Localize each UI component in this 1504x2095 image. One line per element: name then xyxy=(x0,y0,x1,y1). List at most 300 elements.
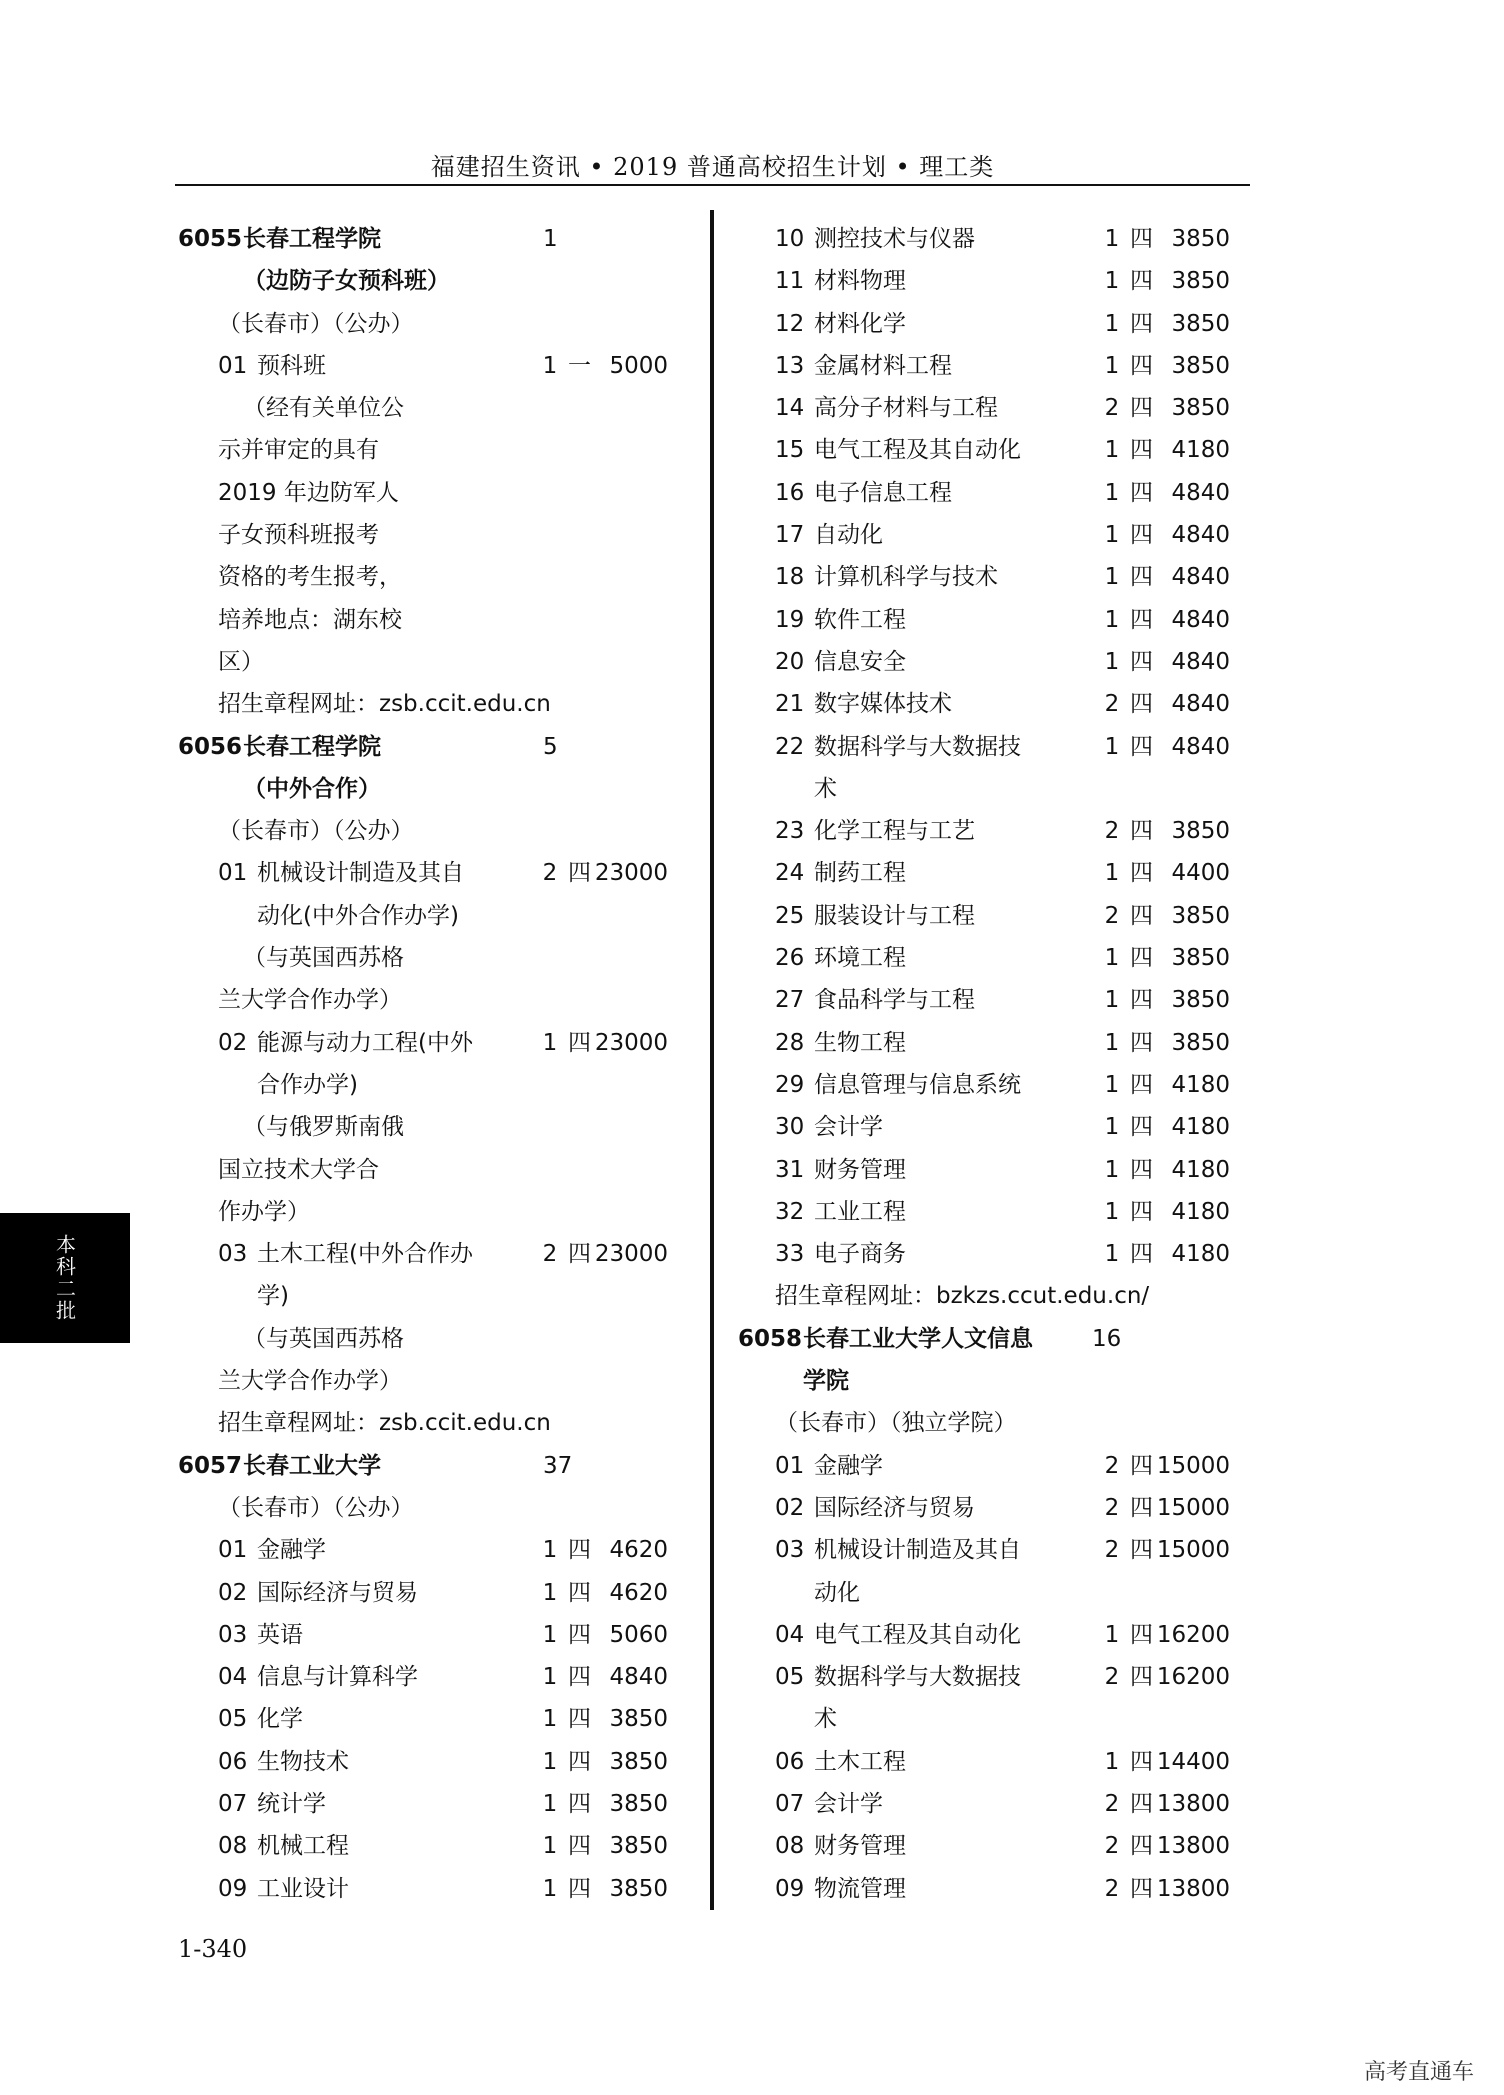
major-name: 能源与动力工程(中外 xyxy=(257,1029,473,1056)
major-name: 信息安全 xyxy=(814,648,906,675)
major-code: 19 xyxy=(775,606,805,633)
major-fee: 4840 xyxy=(1171,479,1230,506)
major-row xyxy=(735,472,1245,514)
major-years: 四 xyxy=(1130,860,1153,887)
major-count: 2 xyxy=(1104,395,1120,422)
major-code: 32 xyxy=(775,1198,805,1225)
major-row xyxy=(735,979,1245,1021)
major-count: 1 xyxy=(1104,226,1120,252)
major-name: 机械设计制造及其自 xyxy=(814,1537,1021,1564)
note-line xyxy=(178,1487,698,1529)
major-row xyxy=(735,895,1245,937)
major-count: 1 xyxy=(1104,268,1120,295)
major-years: 四 xyxy=(1130,310,1153,337)
major-code: 17 xyxy=(775,522,805,549)
major-row xyxy=(735,556,1245,598)
note-line xyxy=(735,1402,1245,1444)
school-name: 长春工程学院 xyxy=(243,226,381,252)
major-row xyxy=(735,1191,1245,1233)
note-text: （中外合作） xyxy=(243,775,381,802)
major-code: 01 xyxy=(218,352,248,379)
major-years: 四 xyxy=(1130,1114,1153,1141)
major-fee: 16200 xyxy=(1156,1621,1230,1648)
major-code: 15 xyxy=(775,437,805,464)
major-row xyxy=(735,1487,1245,1529)
major-code: 22 xyxy=(775,733,805,760)
major-fee: 23000 xyxy=(594,1029,668,1056)
major-years: 四 xyxy=(568,1833,591,1860)
major-count: 1 xyxy=(542,1029,558,1056)
major-fee: 3850 xyxy=(1171,1029,1230,1056)
major-row xyxy=(178,1783,698,1825)
major-row xyxy=(735,1064,1245,1106)
note-line xyxy=(178,641,698,683)
major-code: 33 xyxy=(775,1241,805,1268)
major-code: 01 xyxy=(218,1537,248,1564)
major-code: 21 xyxy=(775,691,805,718)
note-text: 学) xyxy=(257,1283,289,1310)
major-code: 04 xyxy=(775,1621,805,1648)
major-name: 计算机科学与技术 xyxy=(814,564,998,591)
major-count: 2 xyxy=(1104,902,1120,929)
note-text: 资格的考生报考， xyxy=(218,564,402,591)
major-code: 20 xyxy=(775,648,805,675)
note-text: 国立技术大学合 xyxy=(218,1156,379,1183)
major-fee: 4180 xyxy=(1171,1198,1230,1225)
major-count: 1 xyxy=(1104,945,1120,972)
major-code: 26 xyxy=(775,945,805,972)
major-years: 四 xyxy=(1130,1029,1153,1056)
major-code: 02 xyxy=(775,1494,805,1521)
major-count: 2 xyxy=(1104,1875,1120,1902)
note-line xyxy=(178,1275,698,1317)
note-text: （与英国西苏格 xyxy=(243,1325,404,1352)
major-name: 财务管理 xyxy=(814,1156,906,1183)
major-fee: 4620 xyxy=(609,1537,668,1564)
major-count: 2 xyxy=(1104,818,1120,845)
major-count: 1 xyxy=(1104,1241,1120,1268)
major-code: 12 xyxy=(775,310,805,337)
major-name: 制药工程 xyxy=(814,860,906,887)
major-years: 四 xyxy=(568,1748,591,1775)
major-fee: 3850 xyxy=(1171,226,1230,252)
note-line xyxy=(178,556,698,598)
major-fee: 5060 xyxy=(609,1621,668,1648)
major-count: 1 xyxy=(1104,1114,1120,1141)
major-name: 环境工程 xyxy=(814,945,906,972)
major-count: 1 xyxy=(1104,1198,1120,1225)
major-code: 01 xyxy=(218,860,248,887)
major-count: 1 xyxy=(1104,564,1120,591)
major-row xyxy=(178,1868,698,1910)
school-total: 1 xyxy=(543,226,558,252)
major-row xyxy=(735,514,1245,556)
school-code: 6055 xyxy=(178,226,243,252)
major-name: 化学工程与工艺 xyxy=(814,818,975,845)
header-rule xyxy=(175,184,1250,186)
major-years: 四 xyxy=(1130,691,1153,718)
major-years: 四 xyxy=(1130,1621,1153,1648)
note-text: 动化(中外合作办学) xyxy=(257,902,459,929)
major-name: 金属材料工程 xyxy=(814,352,952,379)
admission-url-text: 招生章程网址：zsb.ccit.edu.cn xyxy=(218,1410,551,1437)
major-row xyxy=(735,726,1245,768)
major-count: 1 xyxy=(542,1537,558,1564)
major-code: 28 xyxy=(775,1029,805,1056)
note-line xyxy=(178,1106,698,1148)
major-fee: 13800 xyxy=(1156,1790,1230,1817)
major-fee: 15000 xyxy=(1156,1494,1230,1521)
major-years: 四 xyxy=(1130,945,1153,972)
major-code: 16 xyxy=(775,479,805,506)
major-fee: 4620 xyxy=(609,1579,668,1606)
major-row xyxy=(178,1572,698,1614)
major-fee: 3850 xyxy=(1171,945,1230,972)
major-row xyxy=(735,1783,1245,1825)
major-row xyxy=(178,1698,698,1740)
major-name: 信息与计算科学 xyxy=(257,1664,418,1691)
major-row xyxy=(735,387,1245,429)
note-line xyxy=(178,1191,698,1233)
note-line xyxy=(178,303,698,345)
major-code: 03 xyxy=(775,1537,805,1564)
major-row xyxy=(735,1233,1245,1275)
major-name: 国际经济与贸易 xyxy=(814,1494,975,1521)
major-code: 02 xyxy=(218,1579,248,1606)
major-row xyxy=(735,1868,1245,1910)
major-fee: 3850 xyxy=(609,1875,668,1902)
major-years: 四 xyxy=(1130,1198,1153,1225)
major-row xyxy=(735,683,1245,725)
major-row xyxy=(735,599,1245,641)
note-text: （经有关单位公 xyxy=(243,395,404,422)
note-text: 2019 年边防军人 xyxy=(218,479,399,506)
school-row xyxy=(178,218,698,260)
major-name: 英语 xyxy=(257,1621,303,1648)
major-row xyxy=(735,1445,1245,1487)
major-count: 1 xyxy=(542,1875,558,1902)
school-code: 6056 xyxy=(178,733,243,760)
major-fee: 3850 xyxy=(1171,352,1230,379)
note-line xyxy=(178,472,698,514)
major-fee: 13800 xyxy=(1156,1833,1230,1860)
note-text: 子女预科班报考 xyxy=(218,522,379,549)
note-line xyxy=(178,387,698,429)
major-row xyxy=(735,1149,1245,1191)
major-years: 四 xyxy=(1130,733,1153,760)
major-fee: 4180 xyxy=(1171,1071,1230,1098)
note-line xyxy=(178,937,698,979)
major-years: 四 xyxy=(1130,987,1153,1014)
major-count: 1 xyxy=(1104,987,1120,1014)
major-fee: 3850 xyxy=(1171,310,1230,337)
major-code: 24 xyxy=(775,860,805,887)
major-fee: 3850 xyxy=(1171,987,1230,1014)
major-years: 四 xyxy=(568,1875,591,1902)
major-years: 四 xyxy=(1130,1452,1153,1479)
school-total: 16 xyxy=(1092,1325,1122,1352)
major-name: 会计学 xyxy=(814,1790,883,1817)
note-line xyxy=(178,429,698,471)
major-row xyxy=(735,1825,1245,1867)
major-fee: 4840 xyxy=(1171,648,1230,675)
major-name: 软件工程 xyxy=(814,606,906,633)
major-count: 1 xyxy=(1104,310,1120,337)
major-fee: 3850 xyxy=(609,1706,668,1733)
major-count: 1 xyxy=(542,352,558,379)
major-row xyxy=(735,1656,1245,1698)
note-text: 术 xyxy=(814,775,837,802)
school-row xyxy=(178,1445,698,1487)
major-name: 生物技术 xyxy=(257,1748,349,1775)
note-text: 兰大学合作办学） xyxy=(218,1368,402,1395)
major-row xyxy=(735,1106,1245,1148)
note-text: 区） xyxy=(218,648,264,675)
admission-url xyxy=(178,683,698,725)
major-row xyxy=(178,852,698,894)
major-name: 机械设计制造及其自 xyxy=(257,860,464,887)
note-line xyxy=(178,1360,698,1402)
page-number: 1-340 xyxy=(178,1935,248,1963)
school-name: 长春工程学院 xyxy=(243,733,381,760)
major-years: 四 xyxy=(1130,1833,1153,1860)
note-line xyxy=(178,895,698,937)
major-name: 统计学 xyxy=(257,1790,326,1817)
major-name: 服装设计与工程 xyxy=(814,902,975,929)
note-line xyxy=(735,768,1245,810)
major-count: 1 xyxy=(542,1748,558,1775)
major-name: 土木工程(中外合作办 xyxy=(257,1241,473,1268)
major-row xyxy=(735,1022,1245,1064)
major-code: 29 xyxy=(775,1071,805,1098)
note-text: （长春市）（公办） xyxy=(218,310,414,337)
note-text: （长春市）（独立学院） xyxy=(775,1410,1017,1437)
major-row xyxy=(735,641,1245,683)
note-text: 动化 xyxy=(814,1579,860,1606)
note-line xyxy=(178,1064,698,1106)
major-row xyxy=(735,1614,1245,1656)
major-years: 一 xyxy=(568,352,591,379)
major-fee: 13800 xyxy=(1156,1875,1230,1902)
note-text: （与英国西苏格 xyxy=(243,945,404,972)
left-column xyxy=(178,218,698,1910)
major-name: 数字媒体技术 xyxy=(814,691,952,718)
note-line xyxy=(178,810,698,852)
major-fee: 23000 xyxy=(594,1241,668,1268)
page-header: 福建招生资讯 • 2019 普通高校招生计划 • 理工类 xyxy=(430,153,995,181)
major-years: 四 xyxy=(1130,1664,1153,1691)
major-count: 1 xyxy=(1104,606,1120,633)
major-name: 国际经济与贸易 xyxy=(257,1579,418,1606)
note-text: 术 xyxy=(814,1706,837,1733)
school-total: 37 xyxy=(543,1452,573,1479)
note-text: （长春市）（公办） xyxy=(218,1494,414,1521)
major-years: 四 xyxy=(1130,1071,1153,1098)
major-code: 18 xyxy=(775,564,805,591)
major-fee: 3850 xyxy=(609,1833,668,1860)
major-code: 08 xyxy=(775,1833,805,1860)
major-code: 10 xyxy=(775,226,805,252)
note-text: 学院 xyxy=(803,1368,849,1395)
major-years: 四 xyxy=(1130,1748,1153,1775)
major-fee: 4840 xyxy=(1171,522,1230,549)
note-line xyxy=(178,979,698,1021)
major-name: 电子商务 xyxy=(814,1241,906,1268)
major-fee: 4180 xyxy=(1171,437,1230,464)
major-count: 2 xyxy=(542,1241,558,1268)
major-fee: 3850 xyxy=(1171,902,1230,929)
note-text: 培养地点：湖东校 xyxy=(218,606,402,633)
major-years: 四 xyxy=(1130,564,1153,591)
major-years: 四 xyxy=(568,860,591,887)
major-name: 预科班 xyxy=(257,352,326,379)
major-name: 金融学 xyxy=(257,1537,326,1564)
major-name: 财务管理 xyxy=(814,1833,906,1860)
major-name: 自动化 xyxy=(814,522,883,549)
school-code: 6057 xyxy=(178,1452,243,1479)
admission-url xyxy=(735,1275,1245,1317)
school-name: 长春工业大学 xyxy=(243,1452,381,1479)
major-name: 数据科学与大数据技 xyxy=(814,733,1021,760)
major-count: 2 xyxy=(1104,1790,1120,1817)
major-years: 四 xyxy=(1130,1241,1153,1268)
major-years: 四 xyxy=(568,1579,591,1606)
note-text: （边防子女预科班） xyxy=(243,268,450,295)
major-row xyxy=(178,1825,698,1867)
admission-url xyxy=(178,1402,698,1444)
major-count: 1 xyxy=(1104,1156,1120,1183)
major-years: 四 xyxy=(1130,1537,1153,1564)
major-years: 四 xyxy=(1130,437,1153,464)
major-name: 电气工程及其自动化 xyxy=(814,1621,1021,1648)
major-fee: 3850 xyxy=(1171,395,1230,422)
major-fee: 4180 xyxy=(1171,1241,1230,1268)
school-row xyxy=(735,1318,1245,1360)
major-count: 1 xyxy=(1104,733,1120,760)
major-code: 23 xyxy=(775,818,805,845)
major-years: 四 xyxy=(568,1790,591,1817)
major-fee: 4840 xyxy=(1171,733,1230,760)
major-count: 1 xyxy=(1104,1029,1120,1056)
batch-side-tab: 本科二批 xyxy=(0,1213,130,1343)
major-count: 1 xyxy=(542,1833,558,1860)
major-row xyxy=(178,1233,698,1275)
major-years: 四 xyxy=(1130,1494,1153,1521)
major-row xyxy=(178,1022,698,1064)
major-count: 2 xyxy=(1104,1452,1120,1479)
major-years: 四 xyxy=(568,1621,591,1648)
major-fee: 3850 xyxy=(609,1790,668,1817)
major-row xyxy=(735,1741,1245,1783)
admission-url-text: 招生章程网址：zsb.ccit.edu.cn xyxy=(218,691,551,718)
major-years: 四 xyxy=(1130,352,1153,379)
major-code: 04 xyxy=(218,1664,248,1691)
note-line xyxy=(178,260,698,302)
school-row xyxy=(178,726,698,768)
note-line xyxy=(178,599,698,641)
major-count: 1 xyxy=(1104,1621,1120,1648)
major-fee: 3850 xyxy=(1171,818,1230,845)
major-code: 09 xyxy=(218,1875,248,1902)
major-fee: 3850 xyxy=(609,1748,668,1775)
major-row xyxy=(735,218,1245,260)
note-text: 兰大学合作办学） xyxy=(218,987,402,1014)
major-name: 高分子材料与工程 xyxy=(814,395,998,422)
major-name: 信息管理与信息系统 xyxy=(814,1071,1021,1098)
major-count: 1 xyxy=(542,1664,558,1691)
note-text: 示并审定的具有 xyxy=(218,437,379,464)
school-total: 5 xyxy=(543,733,558,760)
note-line xyxy=(735,1572,1245,1614)
major-count: 1 xyxy=(1104,1748,1120,1775)
right-column xyxy=(735,218,1245,1910)
major-code: 13 xyxy=(775,352,805,379)
major-years: 四 xyxy=(568,1664,591,1691)
major-count: 1 xyxy=(542,1621,558,1648)
major-row xyxy=(735,345,1245,387)
major-fee: 4840 xyxy=(1171,606,1230,633)
major-years: 四 xyxy=(1130,479,1153,506)
major-fee: 4180 xyxy=(1171,1156,1230,1183)
note-line xyxy=(178,768,698,810)
major-row xyxy=(735,303,1245,345)
major-name: 金融学 xyxy=(814,1452,883,1479)
note-text: 合作办学) xyxy=(257,1071,358,1098)
major-fee: 4180 xyxy=(1171,1114,1230,1141)
major-count: 1 xyxy=(1104,479,1120,506)
major-code: 11 xyxy=(775,268,805,295)
major-name: 土木工程 xyxy=(814,1748,906,1775)
note-line xyxy=(735,1360,1245,1402)
major-name: 测控技术与仪器 xyxy=(814,226,975,252)
major-row xyxy=(178,1741,698,1783)
major-years: 四 xyxy=(1130,648,1153,675)
major-years: 四 xyxy=(1130,395,1153,422)
major-years: 四 xyxy=(1130,522,1153,549)
major-fee: 23000 xyxy=(594,860,668,887)
note-line xyxy=(178,1318,698,1360)
major-code: 06 xyxy=(218,1748,248,1775)
major-name: 工业设计 xyxy=(257,1875,349,1902)
major-name: 生物工程 xyxy=(814,1029,906,1056)
major-name: 食品科学与工程 xyxy=(814,987,975,1014)
note-text: （长春市）（公办） xyxy=(218,818,414,845)
major-years: 四 xyxy=(1130,1790,1153,1817)
major-fee: 14400 xyxy=(1156,1748,1230,1775)
major-code: 25 xyxy=(775,902,805,929)
major-count: 1 xyxy=(1104,522,1120,549)
major-code: 08 xyxy=(218,1833,248,1860)
major-fee: 4840 xyxy=(609,1664,668,1691)
major-name: 会计学 xyxy=(814,1114,883,1141)
major-fee: 5000 xyxy=(609,352,668,379)
major-count: 2 xyxy=(1104,1664,1120,1691)
major-code: 05 xyxy=(218,1706,248,1733)
major-years: 四 xyxy=(1130,268,1153,295)
watermark: 高考直通车 xyxy=(1363,2060,1474,2085)
major-count: 1 xyxy=(542,1579,558,1606)
note-text: 作办学） xyxy=(218,1198,310,1225)
major-name: 材料化学 xyxy=(814,310,906,337)
major-fee: 4840 xyxy=(1171,691,1230,718)
major-code: 03 xyxy=(218,1241,248,1268)
major-years: 四 xyxy=(1130,818,1153,845)
major-name: 化学 xyxy=(257,1706,303,1733)
major-count: 2 xyxy=(1104,691,1120,718)
column-divider xyxy=(710,210,714,1910)
major-count: 2 xyxy=(1104,1833,1120,1860)
major-name: 电子信息工程 xyxy=(814,479,952,506)
